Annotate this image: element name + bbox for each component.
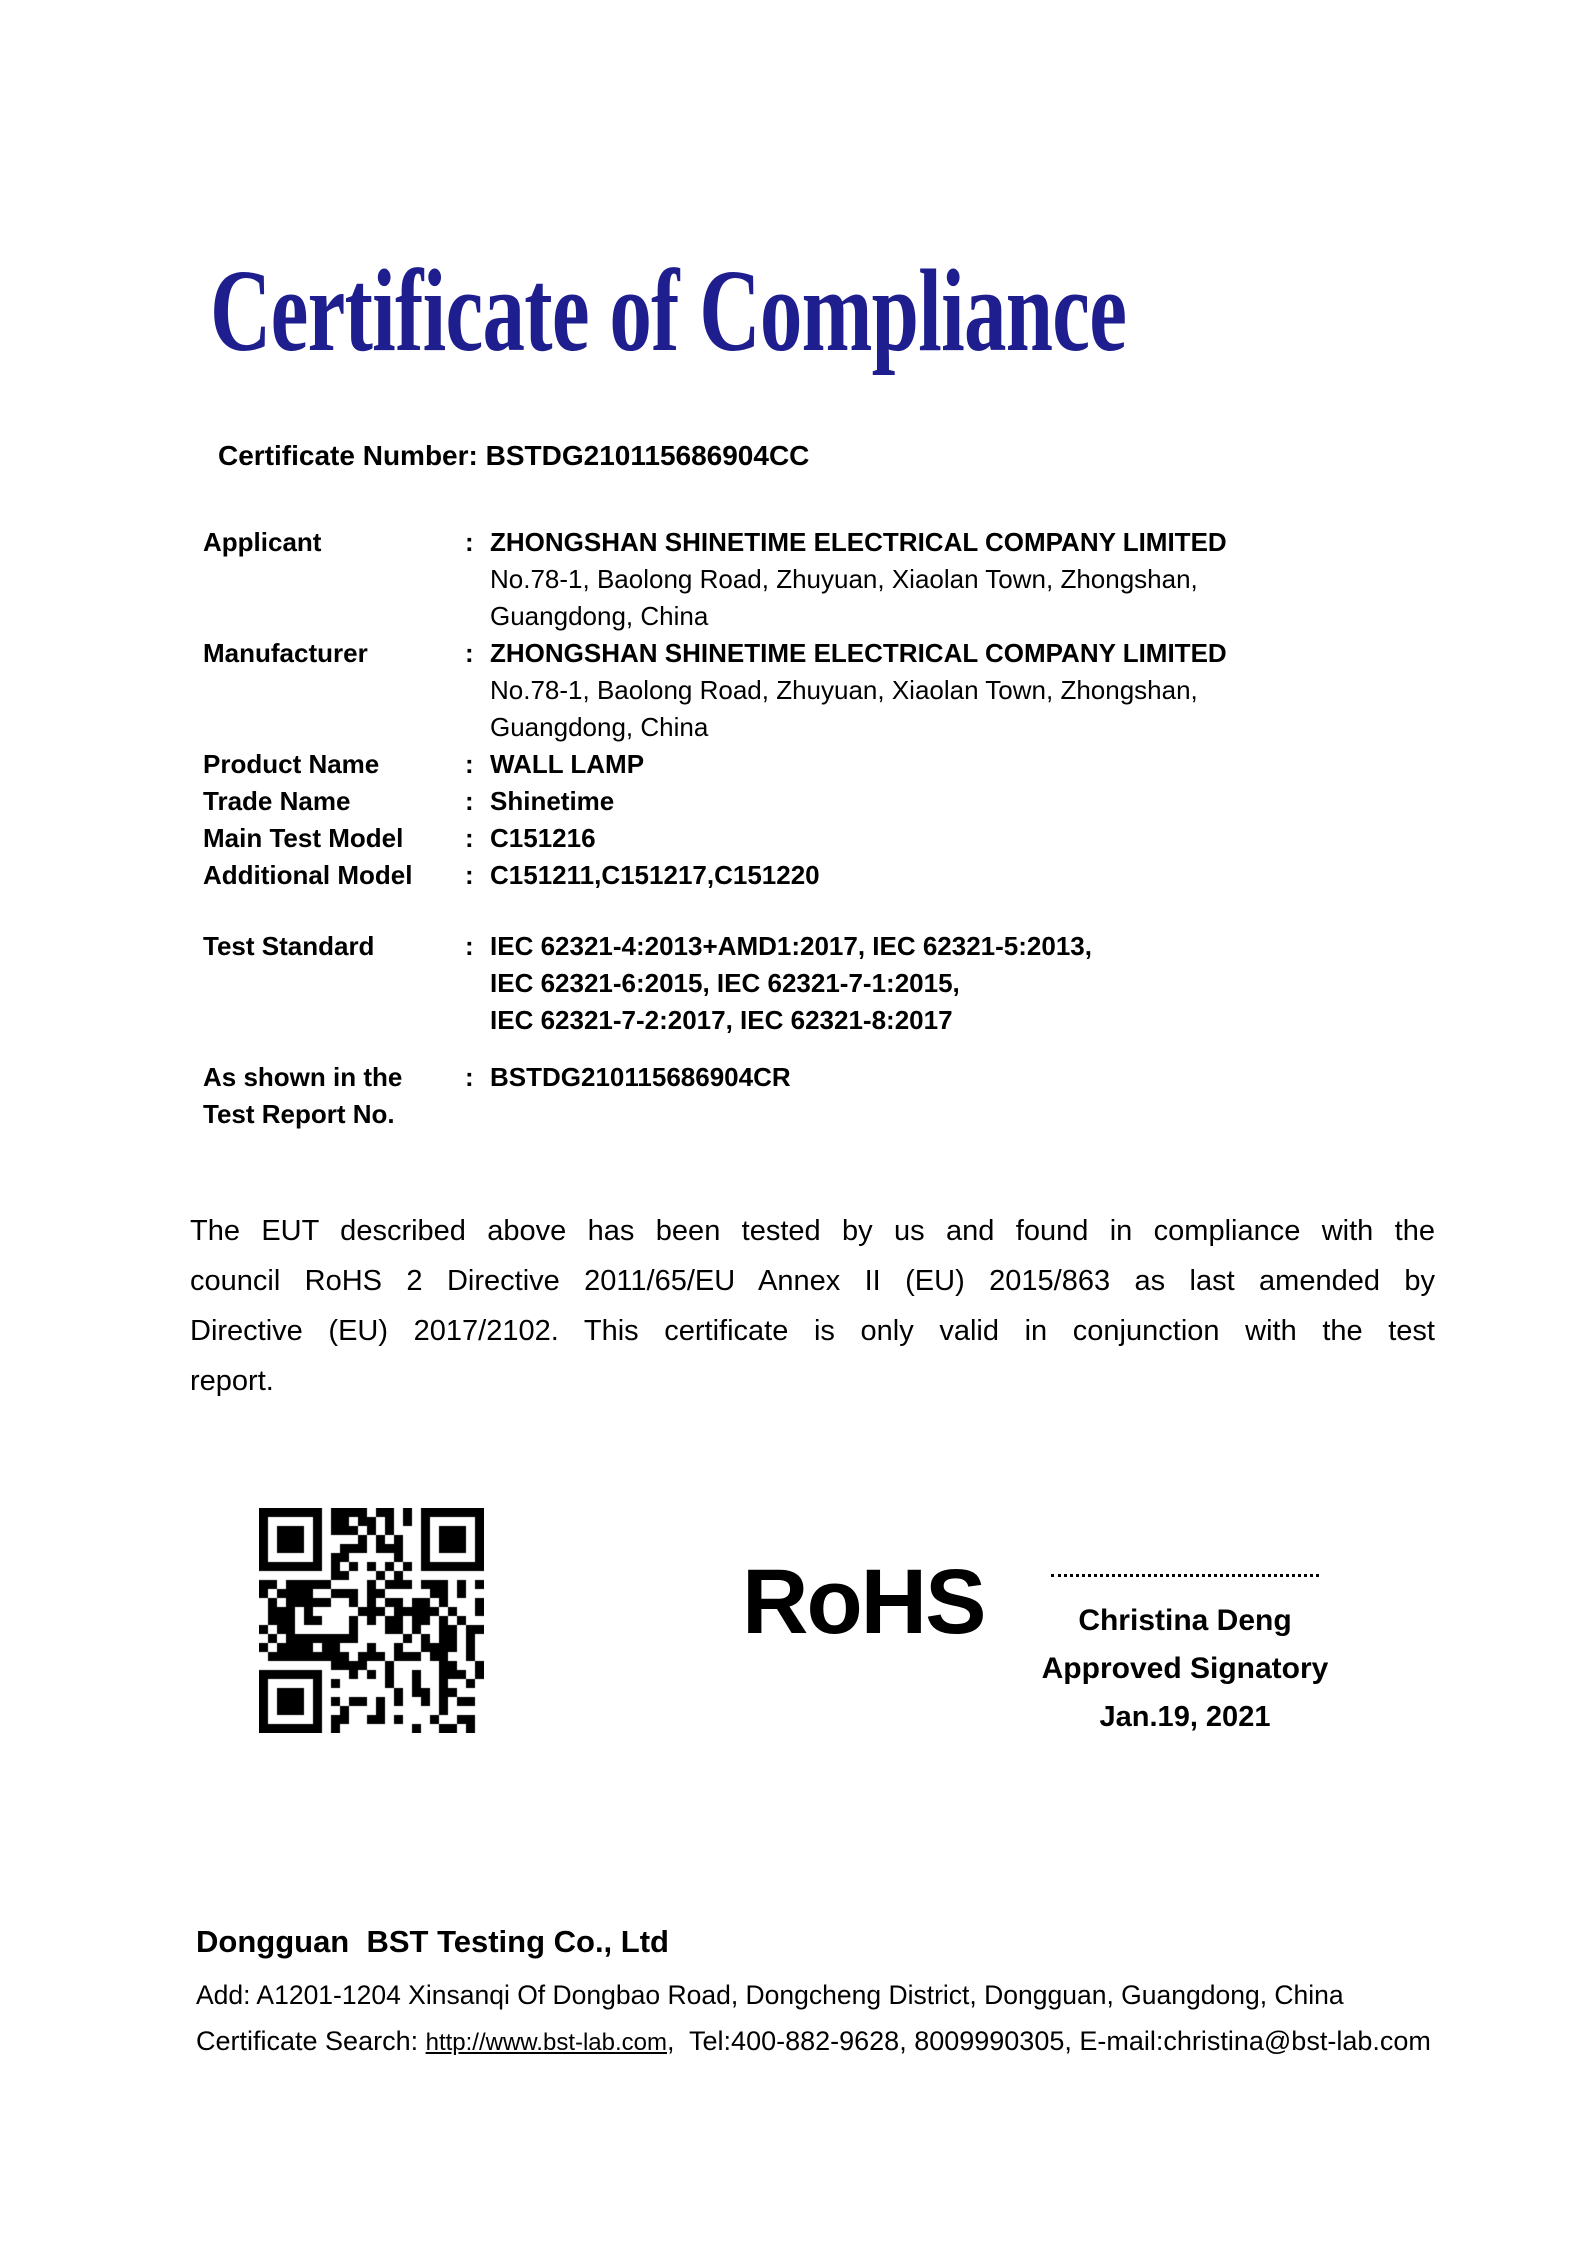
lab-company-name: Dongguan BST Testing Co., Ltd — [196, 1924, 669, 1959]
info-table — [203, 524, 1493, 1133]
certificate-number — [218, 440, 809, 472]
colon: : — [465, 786, 474, 816]
manufacturer-address-line1: No.78-1, Baolong Road, Zhuyuan, Xiaolan Town, Zhongshan, — [490, 675, 1198, 705]
colon: : — [465, 931, 474, 961]
info-row-applicant — [203, 524, 1493, 635]
applicant-address-line1: No.78-1, Baolong Road, Zhuyuan, Xiaolan Town, Zhongshan, — [490, 564, 1198, 594]
main-test-model-value: C151216 — [490, 823, 596, 853]
test-standard-line1: IEC 62321-4:2013+AMD1:2017, IEC 62321-5:2013, — [490, 931, 1092, 961]
test-standard-line3: IEC 62321-7-2:2017, IEC 62321-8:2017 — [490, 1005, 953, 1035]
trade-name-value: Shinetime — [490, 786, 615, 816]
certificate-search-url[interactable]: http://www.bst-lab.com — [425, 2029, 668, 2056]
signature-block — [1030, 1574, 1340, 1741]
applicant-address-line2: Guangdong, China — [490, 601, 709, 631]
info-row-test-report — [203, 1059, 1493, 1133]
signature-date: Jan.19, 2021 — [1099, 1701, 1271, 1733]
certificate-number-value: BSTDG210115686904CC — [485, 440, 810, 471]
test-report-value: BSTDG210115686904CR — [490, 1062, 791, 1092]
page-title: Certificate of Compliance — [210, 245, 1127, 376]
colon: : — [465, 638, 474, 668]
product-name-label: Product Name — [203, 749, 380, 779]
colon: : — [465, 527, 474, 557]
qr-code — [259, 1508, 484, 1733]
colon: : — [465, 860, 474, 890]
manufacturer-address-line2: Guangdong, China — [490, 712, 709, 742]
certificate-search-line — [196, 2026, 1431, 2057]
signatory-role: Approved Signatory — [1041, 1652, 1329, 1685]
product-name-value: WALL LAMP — [490, 749, 645, 779]
compliance-statement — [190, 1206, 1435, 1406]
rohs-logo: RoHS — [742, 1551, 985, 1653]
statement-line: report. — [190, 1365, 274, 1397]
statement-line: Directive (EU) 2017/2102. This certificate is only valid in conjunction with the test — [190, 1315, 1435, 1347]
signatory-name: Christina Deng — [1078, 1604, 1292, 1637]
info-row-trade-name — [203, 783, 1493, 820]
certificate-number-label: Certificate Number: — [218, 440, 486, 471]
lab-address: Add: A1201-1204 Xinsanqi Of Dongbao Road, Dongcheng District, Dongguan, Guangdong, China — [196, 1980, 1344, 2010]
info-row-additional-model — [203, 857, 1493, 894]
info-row-test-standard — [203, 928, 1493, 1039]
test-report-label-line2: Test Report No. — [203, 1099, 395, 1129]
trade-name-label: Trade Name — [203, 786, 351, 816]
applicant-label: Applicant — [203, 527, 322, 557]
manufacturer-name: ZHONGSHAN SHINETIME ELECTRICAL COMPANY LIMITED — [490, 638, 1227, 668]
statement-line: The EUT described above has been tested by us and found in compliance with the — [190, 1215, 1435, 1247]
certificate-search-label: Certificate Search: — [196, 2026, 426, 2056]
info-row-main-test-model — [203, 820, 1493, 857]
info-row-product-name — [203, 746, 1493, 783]
contact-info: , Tel:400-882-9628, 8009990305, E-mail:christina@bst-lab.com — [667, 2026, 1431, 2056]
signature-dotted-line — [1051, 1574, 1319, 1577]
colon: : — [465, 749, 474, 779]
colon: : — [465, 1062, 474, 1092]
manufacturer-label: Manufacturer — [203, 638, 368, 668]
test-standard-label: Test Standard — [203, 931, 375, 961]
main-test-model-label: Main Test Model — [203, 823, 404, 853]
test-report-label-line1: As shown in the — [203, 1062, 403, 1092]
additional-model-label: Additional Model — [203, 860, 413, 890]
test-standard-line2: IEC 62321-6:2015, IEC 62321-7-1:2015, — [490, 968, 960, 998]
info-row-manufacturer — [203, 635, 1493, 746]
additional-model-value: C151211,C151217,C151220 — [490, 860, 820, 890]
applicant-name: ZHONGSHAN SHINETIME ELECTRICAL COMPANY LIMITED — [490, 527, 1227, 557]
statement-line: council RoHS 2 Directive 2011/65/EU Annex II (EU) 2015/863 as last amended by — [190, 1265, 1435, 1297]
colon: : — [465, 823, 474, 853]
